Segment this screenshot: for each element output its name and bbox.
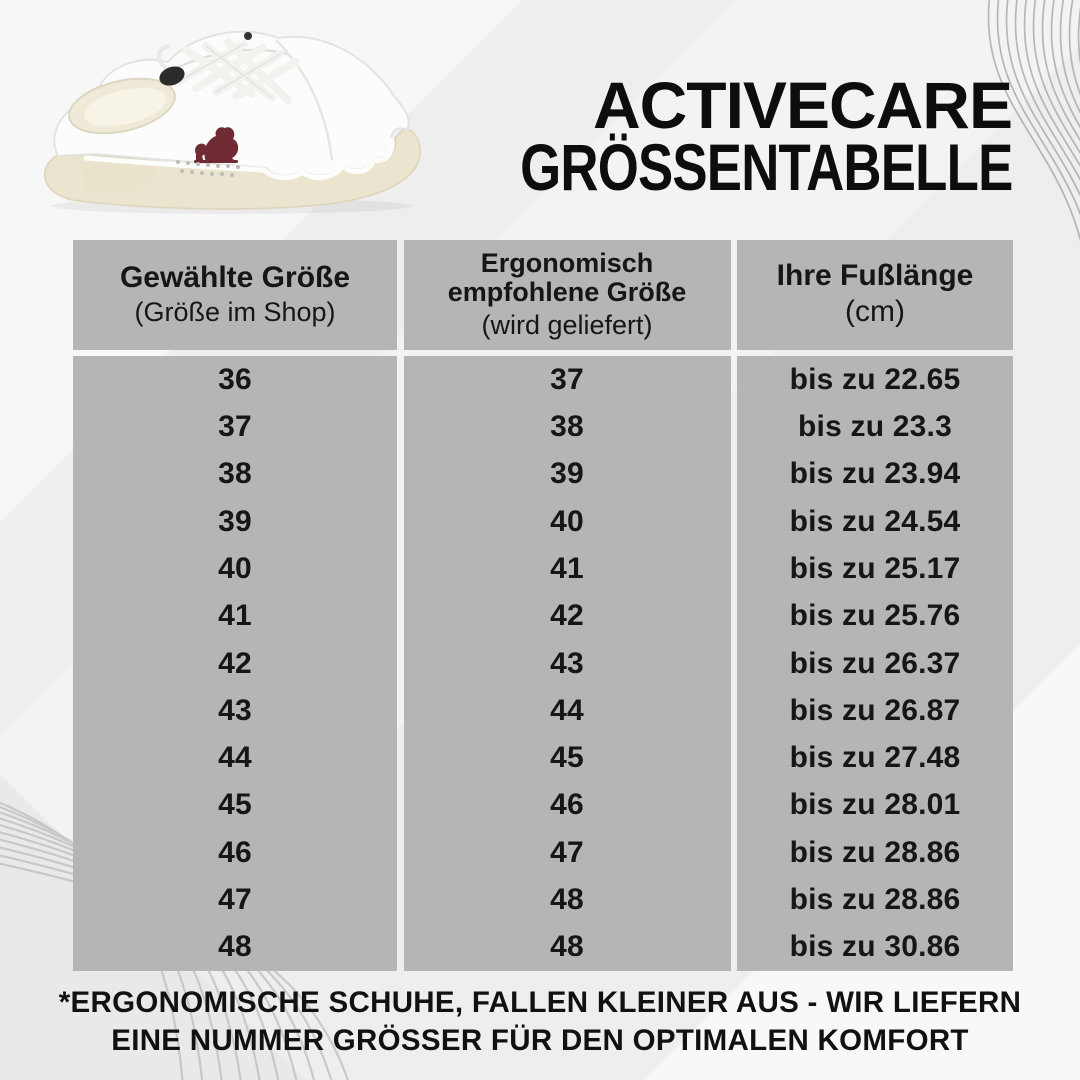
col-header-main: Gewählte Größe <box>119 260 351 294</box>
size-cell: 45 <box>550 741 584 775</box>
size-cell: 45 <box>218 788 252 822</box>
size-cell: bis zu 28.86 <box>789 835 961 869</box>
size-cell: 39 <box>218 504 252 538</box>
size-cell: 37 <box>218 409 252 443</box>
title-line-sizechart: GRÖSSENTABELLE <box>519 130 1012 205</box>
size-cell: 44 <box>218 741 252 775</box>
size-cell: 48 <box>218 930 252 964</box>
table-header-row <box>73 240 1013 350</box>
footnote <box>0 984 1080 1061</box>
size-cell: bis zu 26.87 <box>789 693 961 727</box>
size-cell: bis zu 27.48 <box>789 741 961 775</box>
size-cell: 46 <box>218 835 252 869</box>
column-recommended-size <box>404 356 731 971</box>
size-cell: bis zu 25.76 <box>789 599 961 633</box>
col-header-sub: (Größe im Shop) <box>134 297 336 328</box>
size-cell: bis zu 23.94 <box>789 457 961 491</box>
size-table <box>73 240 1013 971</box>
size-cell: 47 <box>218 883 252 917</box>
size-cell: 42 <box>218 646 252 680</box>
size-cell: 37 <box>550 362 584 396</box>
sneaker-illustration <box>26 10 430 216</box>
size-cell: bis zu 22.65 <box>789 362 961 396</box>
size-cell: 48 <box>550 930 584 964</box>
column-foot-length <box>737 356 1013 971</box>
size-cell: bis zu 23.3 <box>798 409 952 443</box>
col-header-main: Ihre Fußlänge <box>776 259 974 293</box>
size-cell: 43 <box>218 693 252 727</box>
col-header-sub: (wird geliefert) <box>481 310 653 341</box>
col-header-foot-length <box>737 240 1013 350</box>
size-cell: bis zu 28.86 <box>789 883 961 917</box>
size-cell: 43 <box>550 646 584 680</box>
size-cell: 41 <box>550 551 584 585</box>
size-cell: bis zu 24.54 <box>789 504 961 538</box>
column-selected-size <box>73 356 397 971</box>
col-header-main: Ergonomisch empfohlene Größe <box>447 247 687 307</box>
page-title <box>397 68 1012 205</box>
size-cell: bis zu 28.01 <box>789 788 961 822</box>
col-header-selected-size <box>73 240 397 350</box>
table-body <box>73 356 1013 971</box>
col-header-recommended-size <box>404 240 731 350</box>
footnote-line-1: *ERGONOMISCHE SCHUHE, FALLEN KLEINER AUS - WIR LIEFERN <box>58 986 1022 1019</box>
size-cell: 48 <box>550 883 584 917</box>
size-cell: 40 <box>550 504 584 538</box>
product-photo <box>26 10 430 216</box>
footnote-line-2: EINE NUMMER GRÖSSER FÜR DEN OPTIMALEN KOMFORT <box>111 1024 969 1058</box>
size-cell: 47 <box>550 835 584 869</box>
size-cell: 41 <box>218 599 252 633</box>
title-line-brand: ACTIVECARE <box>592 68 1012 142</box>
size-cell: 46 <box>550 788 584 822</box>
size-cell: 36 <box>218 362 252 396</box>
size-cell: bis zu 26.37 <box>789 646 961 680</box>
size-cell: 38 <box>218 457 252 491</box>
size-cell: 44 <box>550 693 584 727</box>
size-cell: 40 <box>218 551 252 585</box>
size-cell: 42 <box>550 599 584 633</box>
lace-tip <box>244 32 252 40</box>
size-cell: 38 <box>550 409 584 443</box>
size-cell: bis zu 25.17 <box>789 551 961 585</box>
size-cell: bis zu 30.86 <box>789 930 961 964</box>
size-cell: 39 <box>550 457 584 491</box>
col-header-sub: (cm) <box>845 295 905 329</box>
